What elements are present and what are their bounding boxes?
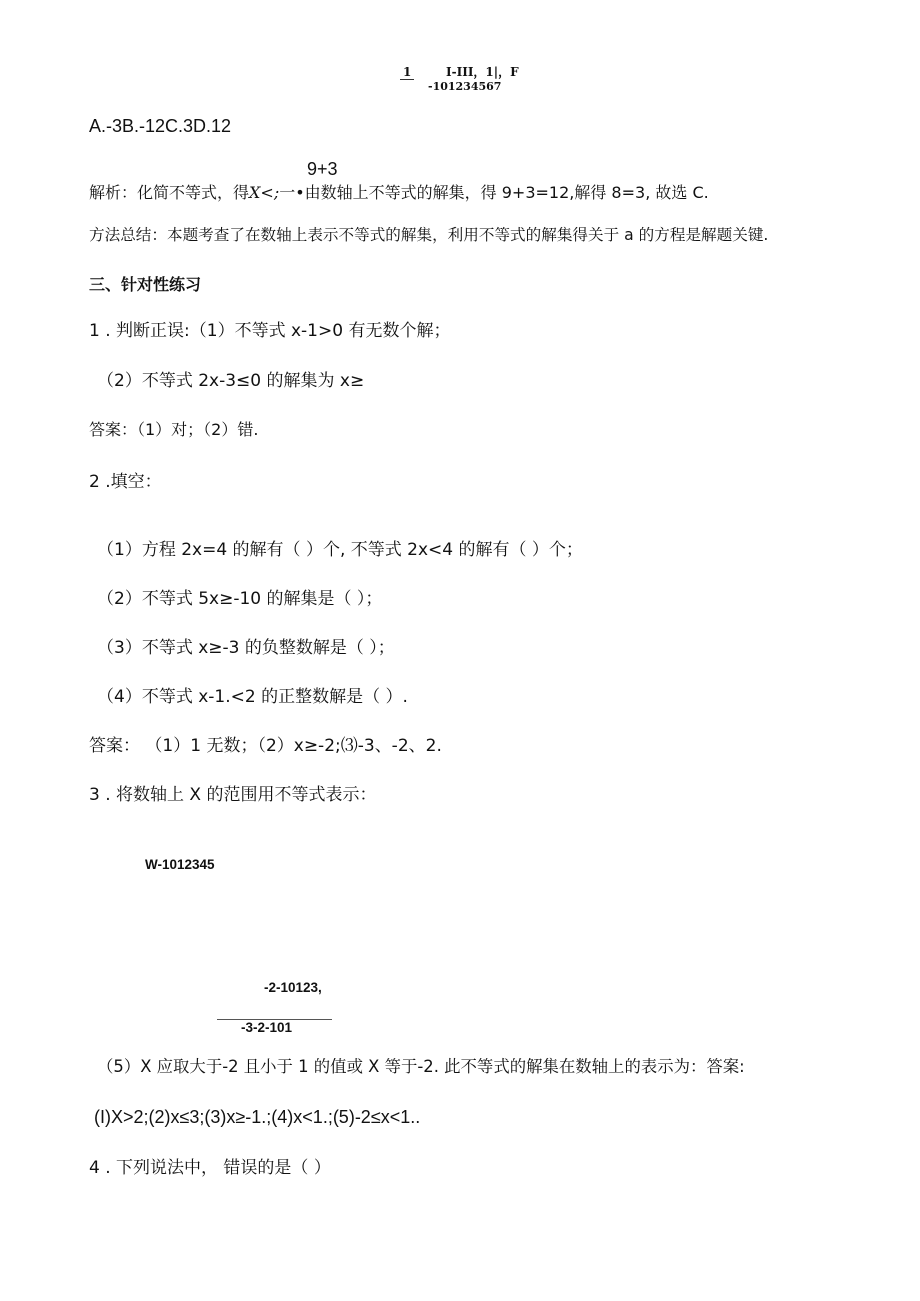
section-title: 三、针对性练习 <box>89 275 202 294</box>
q4-title: 4 . 下列说法中， 错误的是（ ） <box>89 1158 331 1178</box>
q3-item-5: （5）X 应取大于-2 且小于 1 的值或 X 等于-2. 此不等式的解集在数轴上的表示为：答案: <box>97 1057 745 1076</box>
analysis-variable: X<; <box>249 183 280 202</box>
analysis-prefix: 解析：化简不等式，得 <box>89 183 250 202</box>
q1-part2: （2）不等式 2x-3≤0 的解集为 x≥ <box>97 371 365 391</box>
q3-numberline-b: -2-10123, <box>264 980 322 995</box>
numberline-underline <box>400 79 414 80</box>
q2-answer: 答案： （1）1 无数；（2）x≥-2;⑶-3、-2、2. <box>89 736 442 756</box>
method-summary: 方法总结：本题考查了在数轴上表示不等式的解集，利用不等式的解集得关于 a 的方程是解题关键. <box>89 226 769 244</box>
fraction-numerator: 9+3 <box>307 159 338 179</box>
q2-title: 2 .填空： <box>89 472 162 492</box>
q2-item-4: （4）不等式 x-1.<2 的正整数解是（ ）. <box>97 687 408 707</box>
q1-title: 1 . 判断正误:（1）不等式 x-1>0 有无数个解； <box>89 321 451 341</box>
q3-numberline-a: W-1012345 <box>145 857 215 872</box>
analysis-suffix: 一•由数轴上不等式的解集，得 9+3=12,解得 8=3, 故选 C. <box>279 183 709 202</box>
q2-item-2: （2）不等式 5x≥-10 的解集是（ ）； <box>97 589 383 609</box>
numberline-ticks: -101234567 <box>428 80 502 93</box>
q2-item-1: （1）方程 2x=4 的解有（ ）个, 不等式 2x<4 的解有（ ）个； <box>97 540 583 560</box>
numberline-left-mark: 1 <box>403 65 412 79</box>
q2-item-3: （3）不等式 x≥-3 的负整数解是（ ）； <box>97 638 395 658</box>
q3-answer: (I)X>2;(2)x≤3;(3)x≥-1.;(4)x<1.;(5)-2≤x<1.. <box>94 1107 421 1127</box>
answer-options: A.-3B.-12C.3D.12 <box>89 116 232 136</box>
analysis-line <box>89 185 709 201</box>
q3-numberline-c: -3-2-101 <box>241 1020 293 1035</box>
q3-title: 3 . 将数轴上 X 的范围用不等式表示： <box>89 785 377 805</box>
q1-answer: 答案：（1）对；（2）错. <box>89 420 259 439</box>
numberline-marks: I-III，1|，F <box>446 65 519 79</box>
